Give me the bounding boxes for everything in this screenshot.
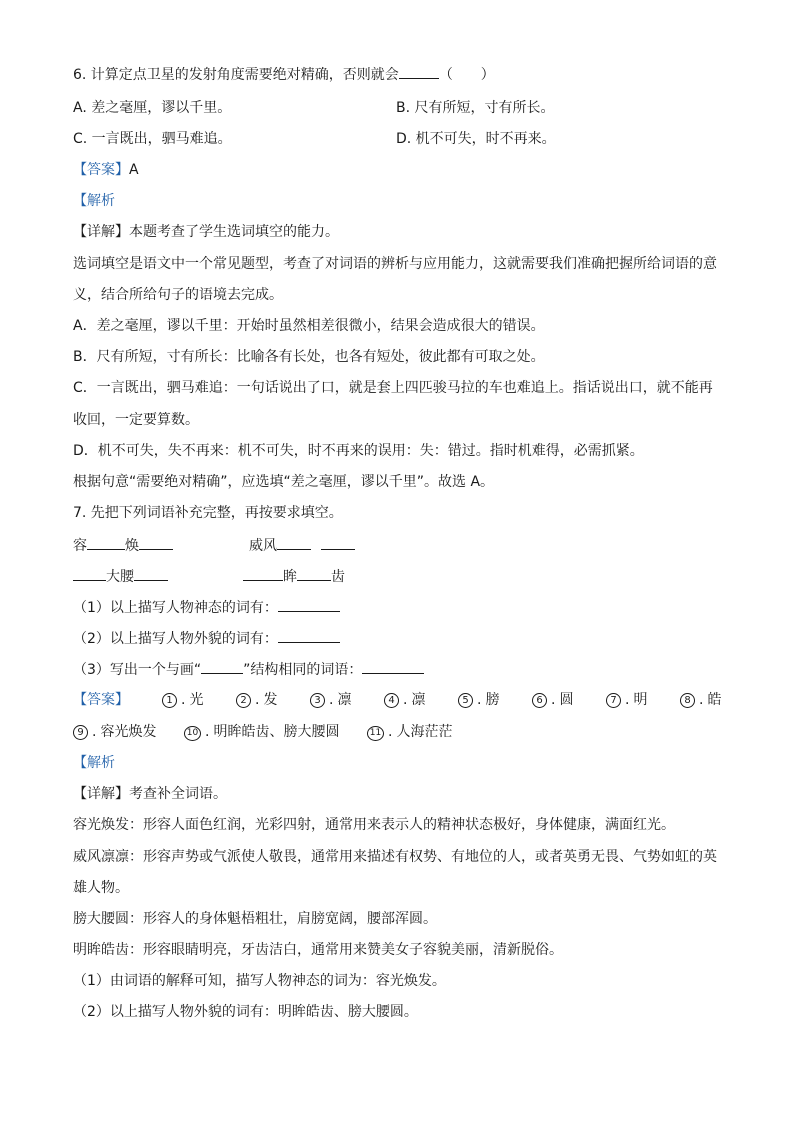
- circled-number: 3: [310, 693, 325, 708]
- circled-number: 6: [532, 693, 547, 708]
- q7-body-line: 雄人物。: [73, 880, 129, 896]
- q7-blank: [243, 566, 283, 581]
- q7-answer-item: 1 . 光: [162, 690, 203, 710]
- q7-blank: [87, 535, 125, 550]
- circled-number: 1: [162, 693, 177, 708]
- q7-answer-text: 凛: [337, 692, 352, 708]
- q6-detail-line: [73, 222, 339, 242]
- q6-option-b: B. 尺有所短，寸有所长。: [396, 100, 555, 116]
- q6-detail: 本题考查了学生选词填空的能力。: [129, 224, 339, 240]
- q7-answer-text: 膀: [485, 692, 500, 708]
- q6-body-line: C．一言既出，驷马难追：一句话说出了口，就是套上四匹骏马拉的车也难追上。指话说出口，就不能再: [73, 380, 713, 396]
- q7-sub-1-text: （1）以上描写人物神态的词有：: [73, 600, 278, 616]
- q7-blank: [278, 597, 340, 612]
- q6-body-line: 义，结合所给句子的语境去完成。: [73, 287, 283, 303]
- q7-body-line: 明眸皓齿：形容眼睛明亮，牙齿洁白，通常用来赞美女子容貌美丽，清新脱俗。: [73, 942, 563, 958]
- q7-word-4: [243, 566, 345, 587]
- q7-answer-item: 3 . 凛: [310, 690, 351, 710]
- q6-option-d: D. 机不可失，时不再来。: [396, 131, 556, 147]
- q7-answer-text: 圆: [559, 692, 574, 708]
- q7-sub-2: [73, 628, 340, 649]
- q7-stem: 7. 先把下列词语补充完整，再按要求填空。: [73, 505, 343, 521]
- q6-option-a: A. 差之毫厘，谬以千里。: [73, 100, 232, 116]
- q6-body-line: 根据句意“需要绝对精确”，应选填“差之毫厘，谬以千里”。故选 A。: [73, 474, 495, 490]
- q7-word-1a: 容: [73, 538, 87, 554]
- q7-body-line: （2）以上描写人物外貌的词有：明眸皓齿、膀大腰圆。: [73, 1004, 418, 1020]
- q7-answer-item: 10 . 明眸皓齿、膀大腰圆: [184, 722, 339, 742]
- q7-answer-text: 容光焕发: [100, 724, 157, 740]
- q7-word-4a: 眸: [283, 569, 297, 585]
- q7-blank: [139, 535, 173, 550]
- q7-sub-3-text-b: ”结构相同的词语：: [243, 662, 363, 678]
- q6-option-c: C. 一言既出，驷马难追。: [73, 131, 232, 147]
- q6-paren: （ ）: [438, 67, 495, 83]
- q7-answer-text: 凛: [411, 692, 426, 708]
- q7-body-line: 膀大腰圆：形容人的身体魁梧粗壮，肩膀宽阔，腰部浑圆。: [73, 911, 437, 927]
- circled-number: 10: [184, 726, 201, 741]
- q7-detail: 考查补全词语。: [129, 786, 227, 802]
- q6-body-line: A．差之毫厘，谬以千里：开始时虽然相差很微小，结果会造成很大的错误。: [73, 318, 545, 334]
- q6-answer: A: [129, 162, 139, 178]
- q7-sub-1: [73, 597, 340, 618]
- q7-answer-text: 光: [189, 692, 204, 708]
- q7-word-2: [249, 535, 355, 556]
- q7-body-line: （1）由词语的解释可知，描写人物神态的词为：容光焕发。: [73, 973, 446, 989]
- q7-word-3: [73, 566, 168, 587]
- q6-stem: 6. 计算定点卫星的发射角度需要绝对精确，否则就会: [73, 67, 399, 83]
- q7-blank: [277, 535, 311, 550]
- circled-number: 5: [458, 693, 473, 708]
- circled-number: 9: [73, 725, 88, 740]
- q7-sub-3: [73, 659, 424, 680]
- q6-blank: [399, 64, 439, 79]
- q6-body-line: B．尺有所短，寸有所长：比喻各有长处，也各有短处，彼此都有可取之处。: [73, 349, 545, 365]
- q7-blank: [321, 535, 355, 550]
- circled-number: 2: [236, 693, 251, 708]
- q6-body-line: D．机不可失，失不再来：机不可失，时不再来的误用：失：错过。指时机难得，必需抓紧。: [73, 443, 644, 459]
- q7-answer-text: 人海茫茫: [396, 724, 453, 740]
- q7-answer-item: 7 . 明: [606, 690, 647, 710]
- q6-answer-line: [73, 160, 139, 180]
- q7-answer-item: 4 . 凛: [384, 690, 425, 710]
- q7-answer-text: 皓: [707, 692, 722, 708]
- circled-number: 8: [680, 693, 695, 708]
- circled-number: 11: [367, 726, 384, 741]
- q7-body-line: 威风凛凛：形容声势或气派使人敬畏，通常用来描述有权势、有地位的人，或者英勇无畏、气势如虹的英: [73, 849, 717, 865]
- q7-blank: [278, 628, 340, 643]
- q7-blank: [73, 566, 106, 581]
- q7-blank: [297, 566, 331, 581]
- circled-number: 4: [384, 693, 399, 708]
- q7-blank: [134, 566, 168, 581]
- q7-answer-item: 9 . 容光焕发: [73, 722, 156, 742]
- q6-answer-label: 【答案】: [73, 162, 129, 178]
- q7-answer-item: 5 . 膀: [458, 690, 499, 710]
- circled-number: 7: [606, 693, 621, 708]
- q7-sub-3-text-a: （3）写出一个与画“: [73, 662, 202, 678]
- q7-answer-text: 明眸皓齿、膀大腰圆: [213, 724, 340, 740]
- q7-answer-text: 明: [633, 692, 648, 708]
- q6-body-line: 收回，一定要算数。: [73, 412, 199, 428]
- q7-answer-item: 11 . 人海茫茫: [367, 722, 452, 742]
- q7-word-1: [73, 535, 173, 556]
- q7-word-2a: 威风: [249, 538, 277, 554]
- q7-answer-text: 发: [263, 692, 278, 708]
- q7-word-1b: 焕: [125, 538, 139, 554]
- q7-analysis-label: 【解析: [73, 755, 115, 771]
- q7-detail-label: 【详解】: [73, 786, 129, 802]
- q7-detail-line: [73, 784, 227, 804]
- q6-detail-label: 【详解】: [73, 224, 129, 240]
- q6-analysis-label: 【解析: [73, 193, 115, 209]
- q7-answer-label: 【答案】: [73, 692, 129, 708]
- q7-answer-item: 2 . 发: [236, 690, 277, 710]
- q7-body-line: 容光焕发：形容人面色红润，光彩四射，通常用来表示人的精神状态极好，身体健康，满面红光。: [73, 817, 675, 833]
- q7-answer-item: 6 . 圆: [532, 690, 573, 710]
- q7-sub-2-text: （2）以上描写人物外貌的词有：: [73, 631, 278, 647]
- q7-blank: [201, 659, 243, 674]
- q7-word-4b: 齿: [331, 569, 345, 585]
- q6-body-line: 选词填空是语文中一个常见题型，考查了对词语的辨析与应用能力，这就需要我们准确把握所给词语的意: [73, 256, 717, 272]
- q7-blank: [362, 659, 424, 674]
- q7-answer-item: 8 . 皓: [680, 690, 721, 710]
- q7-word-3a: 大腰: [106, 569, 134, 585]
- q6-stem-line: [73, 64, 495, 85]
